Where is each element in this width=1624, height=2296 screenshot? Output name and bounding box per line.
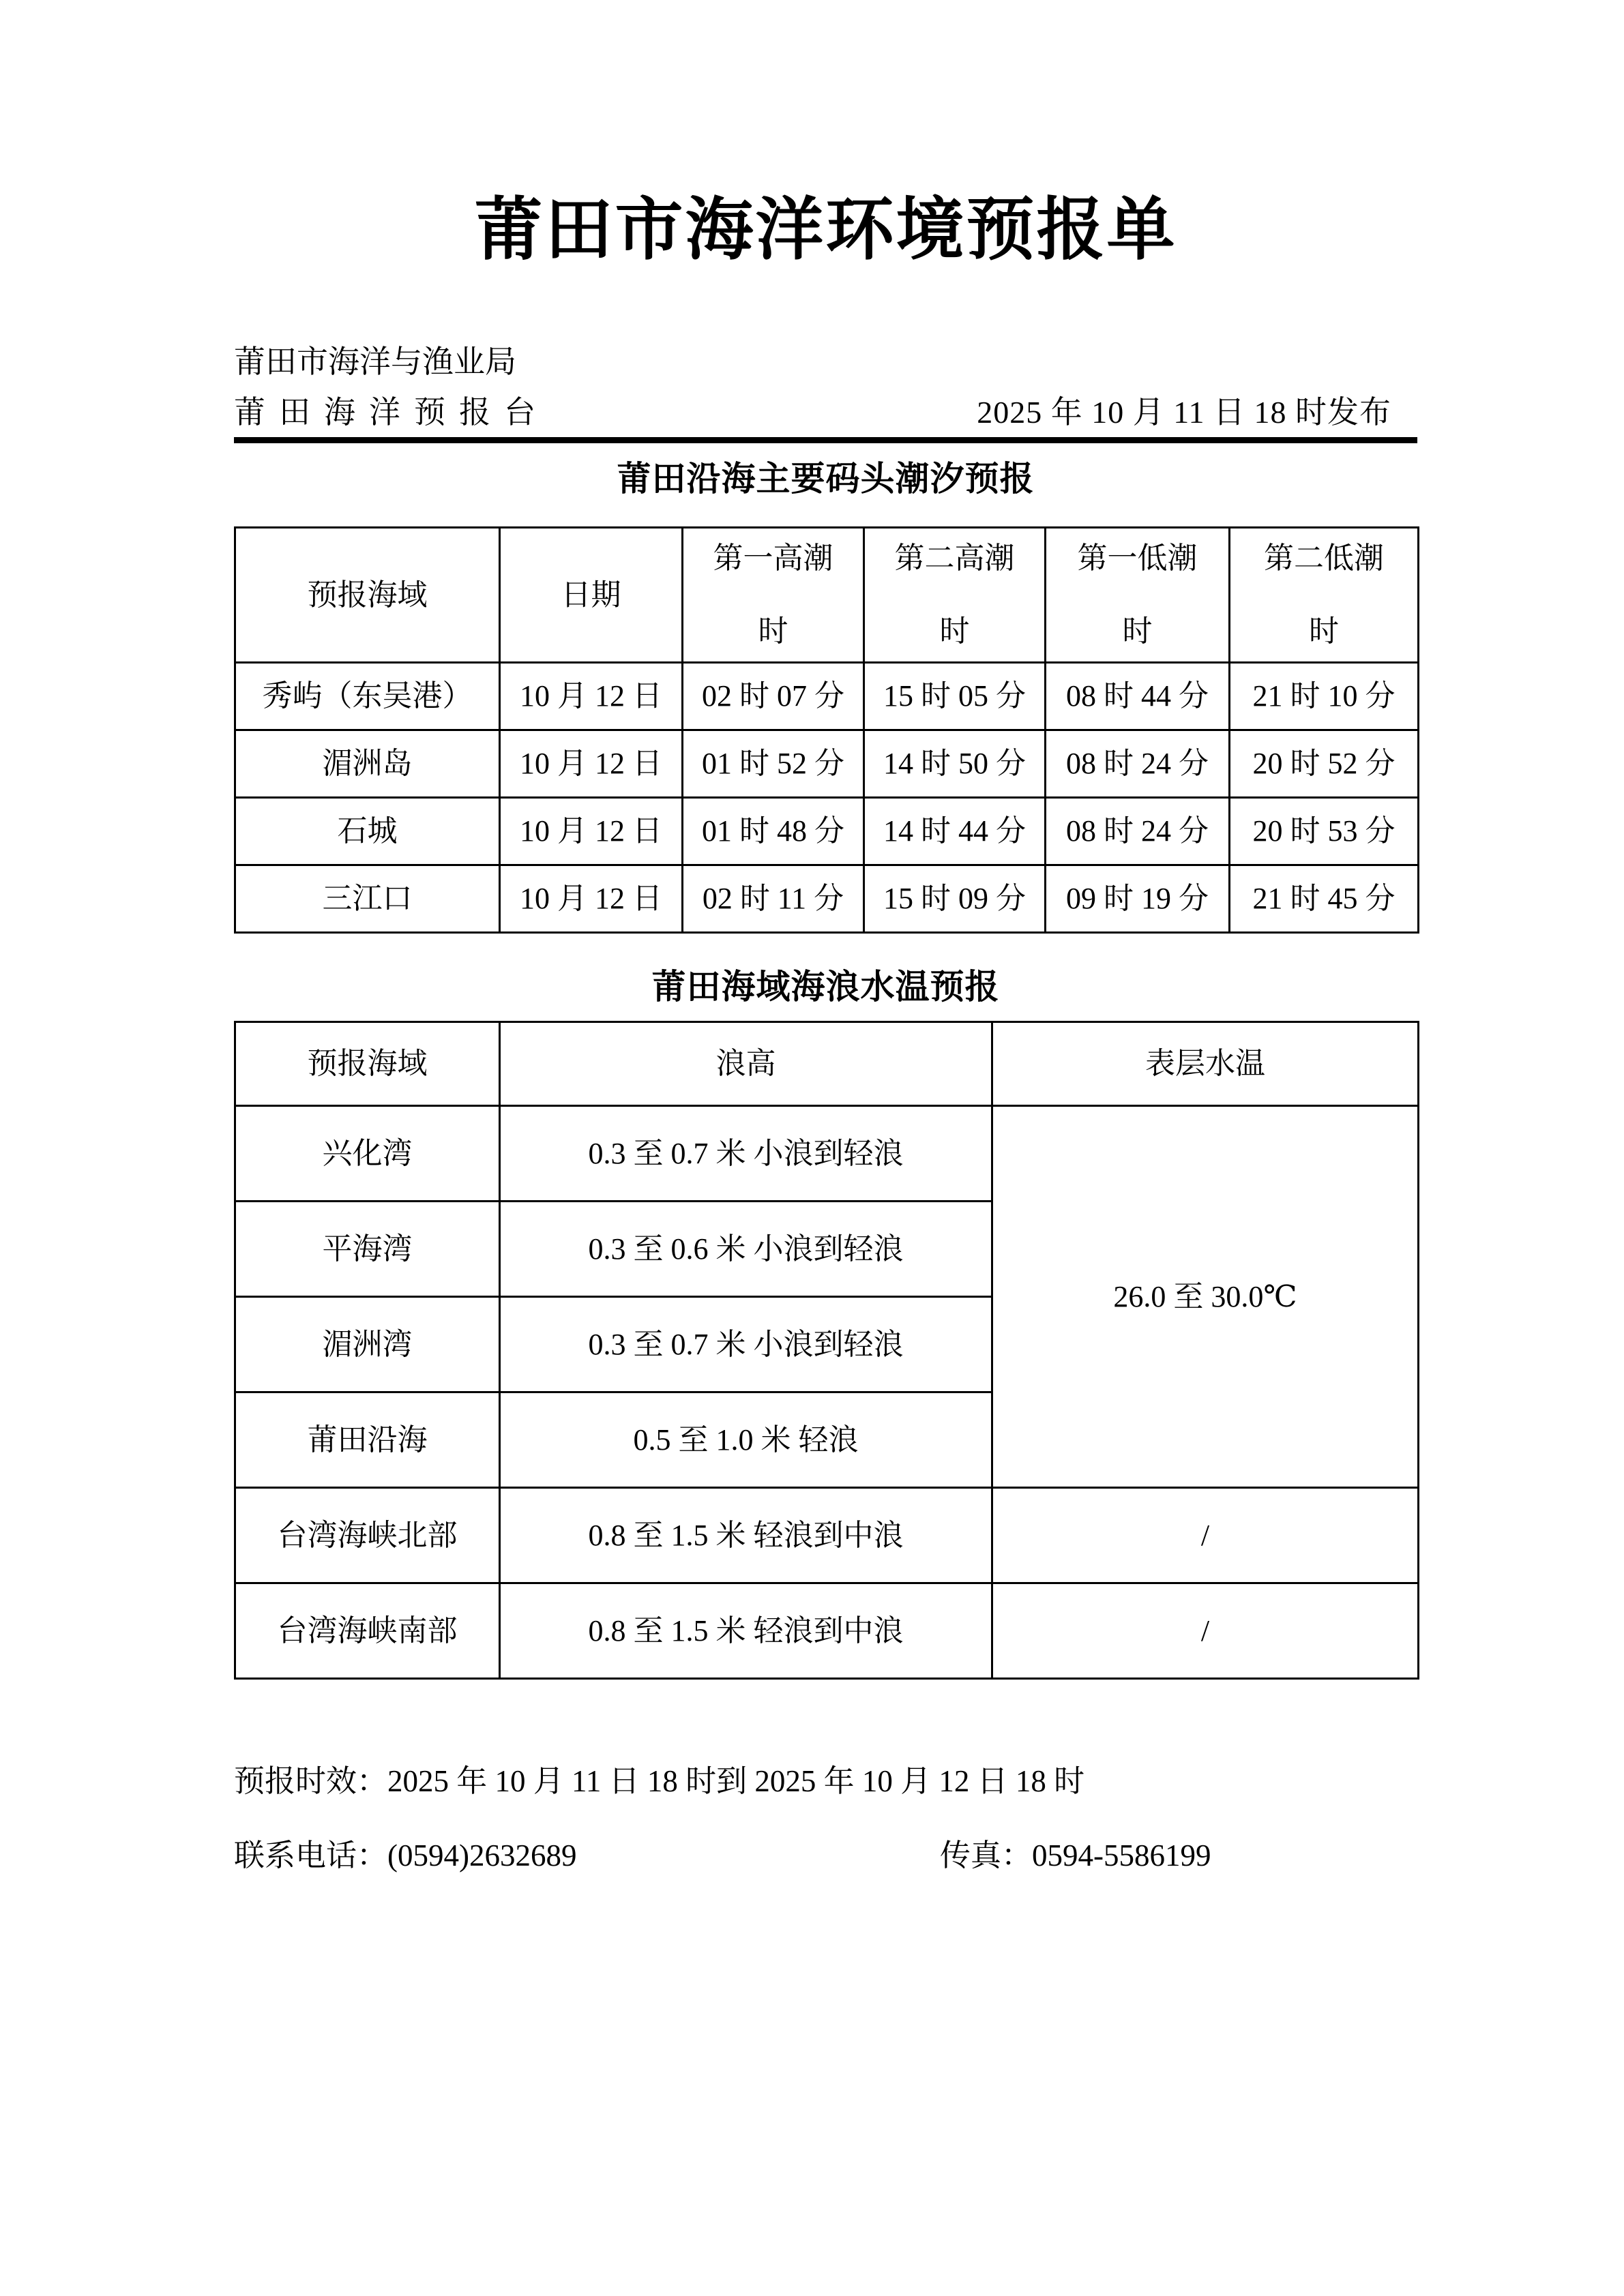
col-header-first-high-tide	[683, 527, 864, 662]
area-cell: 秀屿（东吴港）	[235, 662, 500, 730]
col-header-text: 第二高潮	[894, 541, 1015, 576]
area-cell: 台湾海峡北部	[235, 1487, 500, 1583]
col-header-wave-height: 浪高	[500, 1022, 992, 1105]
col-header-text: 时	[1122, 614, 1153, 648]
tide-time-cell: 01 时 48 分	[683, 797, 864, 865]
date-cell: 10 月 12 日	[500, 662, 683, 730]
contact-fax: 传真：0594-5586199	[940, 1838, 1211, 1873]
tide-time-cell: 21 时 45 分	[1230, 865, 1419, 932]
col-header-text: 第一高潮	[713, 541, 833, 576]
tide-time-cell: 08 时 44 分	[1046, 662, 1230, 730]
page-content	[234, 0, 1417, 1871]
wave-table-heading: 莆田海域海浪水温预报	[651, 967, 1000, 1006]
date-cell: 10 月 12 日	[500, 797, 683, 865]
col-header-text: 第二低潮	[1264, 541, 1384, 576]
col-header-surface-temp: 表层水温	[992, 1022, 1419, 1105]
footer	[234, 1756, 1417, 1871]
wave-height-cell: 0.5 至 1.0 米 轻浪	[500, 1392, 992, 1487]
tide-time-cell: 01 时 52 分	[683, 730, 864, 797]
tide-time-cell: 21 时 10 分	[1230, 662, 1419, 730]
area-cell: 湄洲湾	[235, 1296, 500, 1392]
col-header-text: 时	[939, 614, 970, 648]
tide-time-cell: 02 时 11 分	[683, 865, 864, 932]
page-title: 莆田市海洋环境预报单	[474, 192, 1177, 268]
tide-time-cell: 15 时 05 分	[864, 662, 1046, 730]
area-cell: 平海湾	[235, 1201, 500, 1296]
issuer-name-line1: 莆田市海洋与渔业局	[234, 344, 516, 379]
contact-phone: 联系电话：(0594)2632689	[234, 1838, 577, 1873]
tide-table-heading: 莆田沿海主要码头潮汐预报	[617, 459, 1035, 498]
area-cell: 兴化湾	[235, 1105, 500, 1201]
date-cell: 10 月 12 日	[500, 865, 683, 932]
tide-time-cell: 15 时 09 分	[864, 865, 1046, 932]
area-cell: 石城	[235, 797, 500, 865]
col-header-text: 第一低潮	[1077, 541, 1198, 576]
tide-time-cell: 09 时 19 分	[1046, 865, 1230, 932]
issuer-name-line2: 莆田海洋预报台	[234, 394, 549, 430]
tide-time-cell: 14 时 44 分	[864, 797, 1046, 865]
issuer-header	[234, 342, 1417, 443]
tide-time-cell: 08 时 24 分	[1046, 730, 1230, 797]
tide-table-header-row	[235, 527, 1419, 662]
wave-temp-table	[234, 1021, 1419, 1680]
col-header-text: 时	[758, 614, 788, 648]
wave-height-cell: 0.3 至 0.6 米 小浪到轻浪	[500, 1201, 992, 1296]
contact-line	[234, 1830, 1417, 1871]
col-header-forecast-area: 预报海域	[235, 527, 500, 662]
table-row	[235, 865, 1419, 932]
wave-height-cell: 0.3 至 0.7 米 小浪到轻浪	[500, 1296, 992, 1392]
area-cell: 三江口	[235, 865, 500, 932]
no-data-cell: /	[992, 1487, 1419, 1583]
tide-time-cell: 02 时 07 分	[683, 662, 864, 730]
area-cell: 湄洲岛	[235, 730, 500, 797]
tide-time-cell: 20 时 52 分	[1230, 730, 1419, 797]
forecast-validity: 预报时效：2025 年 10 月 11 日 18 时到 2025 年 10 月 12 日 18 时	[234, 1763, 1085, 1798]
tide-time-cell: 20 时 53 分	[1230, 797, 1419, 865]
area-cell: 台湾海峡南部	[235, 1583, 500, 1678]
col-header-second-high-tide	[864, 527, 1046, 662]
no-data-cell: /	[992, 1583, 1419, 1678]
area-cell: 莆田沿海	[235, 1392, 500, 1487]
wave-height-cell: 0.8 至 1.5 米 轻浪到中浪	[500, 1487, 992, 1583]
header-divider	[234, 437, 1417, 443]
wave-table-header-row	[235, 1022, 1419, 1105]
table-row	[235, 1105, 1419, 1201]
col-header-date: 日期	[500, 527, 683, 662]
col-header-text: 时	[1309, 614, 1339, 648]
wave-height-cell: 0.8 至 1.5 米 轻浪到中浪	[500, 1583, 992, 1678]
tide-time-cell: 08 时 24 分	[1046, 797, 1230, 865]
col-header-first-low-tide	[1046, 527, 1230, 662]
issue-datetime: 2025 年 10 月 11 日 18 时发布	[977, 394, 1391, 430]
table-row	[235, 1487, 1419, 1583]
date-cell: 10 月 12 日	[500, 730, 683, 797]
tide-time-cell: 14 时 50 分	[864, 730, 1046, 797]
table-row	[235, 730, 1419, 797]
col-header-second-low-tide	[1230, 527, 1419, 662]
col-header-forecast-area: 预报海域	[235, 1022, 500, 1105]
issuer-row2	[234, 392, 1417, 433]
table-row	[235, 797, 1419, 865]
table-row	[235, 1583, 1419, 1678]
surface-temp-cell: 26.0 至 30.0℃	[992, 1105, 1419, 1487]
tide-table	[234, 526, 1419, 934]
table-row	[235, 662, 1419, 730]
wave-height-cell: 0.3 至 0.7 米 小浪到轻浪	[500, 1105, 992, 1201]
